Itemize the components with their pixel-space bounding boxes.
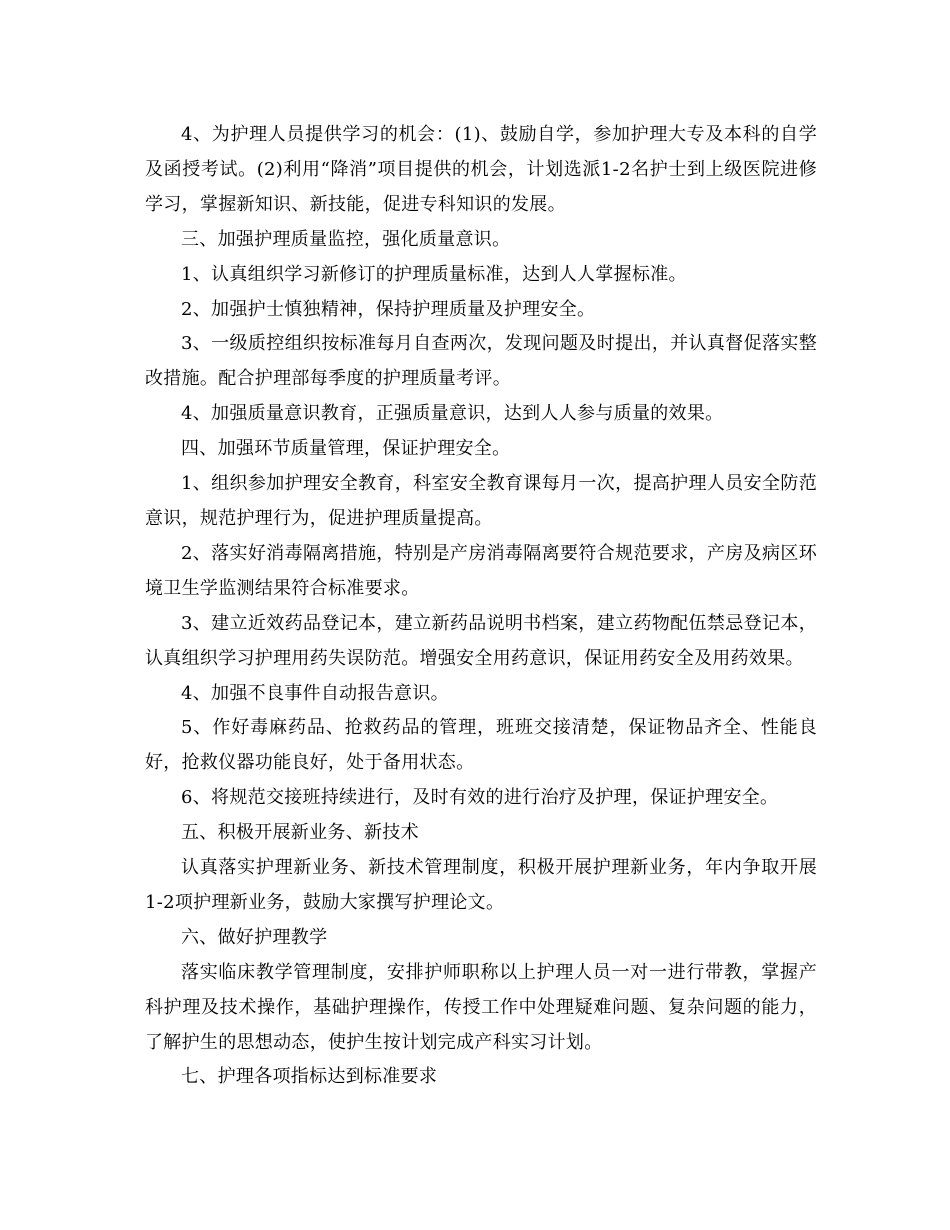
paragraph: 落实临床教学管理制度，安排护师职称以上护理人员一对一进行带教，掌握产科护理及技术操作，基础护理操作，传授工作中处理疑难问题、复杂问题的能力，了解护生的思想动态，使护生按计划完成产科实习计划。: [145, 961, 817, 1053]
paragraph: 3、建立近效药品登记本，建立新药品说明书档案，建立药物配伍禁忌登记本，认真组织学习护理用药失误防范。增强安全用药意识，保证用药安全及用药效果。: [145, 612, 817, 669]
paragraph: 5、作好毒麻药品、抢救药品的管理，班班交接清楚，保证物品齐全、性能良好，抢救仪器功能良好，处于备用状态。: [145, 717, 817, 774]
paragraph: 2、加强护士慎独精神，保持护理质量及护理安全。: [181, 298, 596, 320]
paragraph: 1、认真组织学习新修订的护理质量标准，达到人人掌握标准。: [181, 263, 687, 285]
paragraph: 4、为护理人员提供学习的机会：(1)、鼓励自学，参加护理大专及本科的自学及函授考试。(2)利用“降消”项目提供的机会，计划选派1-2名护士到上级医院进修学习，掌握新知识、新技能，促进专科知识的发展。: [145, 124, 817, 215]
paragraph: 4、加强不良事件自动报告意识。: [181, 682, 449, 704]
paragraph: 认真落实护理新业务、新技术管理制度，积极开展护理新业务，年内争取开展1-2项护理新业务，鼓励大家撰写护理论文。: [145, 857, 817, 913]
paragraph: 4、加强质量意识教育，正强质量意识，达到人人参与质量的效果。: [181, 403, 724, 425]
paragraph: 3、一级质控组织按标准每月自查两次，发现问题及时提出，并认真督促落实整改措施。配合护理部每季度的护理质量考评。: [145, 333, 817, 390]
paragraph: 2、落实好消毒隔离措施，特别是产房消毒隔离要符合规范要求，产房及病区环境卫生学监测结果符合标准要求。: [145, 542, 817, 599]
section-heading: 四、加强环节质量管理，保证护理安全。: [181, 438, 511, 460]
section-heading: 三、加强护理质量监控，强化质量意识。: [181, 228, 511, 250]
document-body: [145, 118, 817, 1095]
section-heading: 六、做好护理教学: [181, 926, 328, 948]
section-heading: 七、护理各项指标达到标准要求: [181, 1066, 438, 1088]
section-heading: 五、积极开展新业务、新技术: [181, 822, 419, 844]
paragraph: 1、组织参加护理安全教育，科室安全教育课每月一次，提高护理人员安全防范意识，规范护理行为，促进护理质量提高。: [145, 473, 817, 529]
paragraph: 6、将规范交接班持续进行，及时有效的进行治疗及护理，保证护理安全。: [181, 787, 779, 809]
